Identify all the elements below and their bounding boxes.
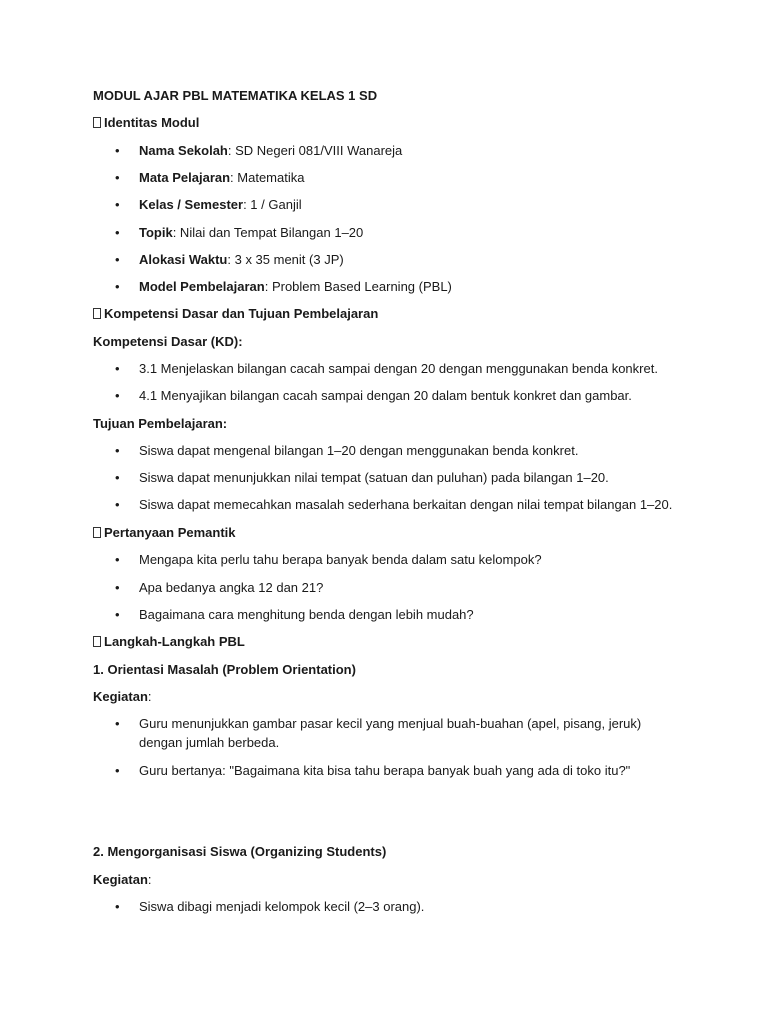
item-value: : Nilai dan Tempat Bilangan 1–20: [172, 225, 364, 240]
list-item: [139, 224, 363, 242]
bullet-icon: •: [115, 607, 120, 622]
kd-label: Kompetensi Dasar (KD):: [93, 334, 243, 349]
list-item: 4.1 Menyajikan bilangan cacah sampai dengan 20 dalam bentuk konkret dan gambar.: [139, 388, 632, 403]
bullet-icon: •: [115, 580, 120, 595]
bullet-icon: •: [115, 552, 120, 567]
list-item: [139, 278, 452, 296]
list-item-continuation: dengan jumlah berbeda.: [139, 735, 280, 750]
list-item: [139, 251, 344, 269]
list-item: [139, 169, 304, 187]
list-item: Siswa dapat mengenal bilangan 1–20 dengan menggunakan benda konkret.: [139, 443, 579, 458]
missing-glyph-icon: [93, 308, 101, 319]
document-title: MODUL AJAR PBL MATEMATIKA KELAS 1 SD: [93, 88, 378, 103]
bullet-icon: •: [115, 388, 120, 403]
langkah-heading: Langkah-Langkah PBL: [93, 633, 245, 651]
item-value: : 1 / Ganjil: [243, 197, 302, 212]
bullet-icon: •: [115, 225, 120, 240]
tujuan-label: Tujuan Pembelajaran:: [93, 416, 228, 431]
bullet-icon: •: [115, 470, 120, 485]
step2-title: 2. Mengorganisasi Siswa (Organizing Students): [93, 844, 387, 859]
list-item: [139, 142, 402, 160]
identitas-heading: Identitas Modul: [93, 114, 199, 132]
bullet-icon: •: [115, 279, 120, 294]
bullet-icon: •: [115, 197, 120, 212]
missing-glyph-icon: [93, 117, 101, 128]
list-item: Siswa dapat menunjukkan nilai tempat (satuan dan puluhan) pada bilangan 1–20.: [139, 470, 609, 485]
item-label: Model Pembelajaran: [139, 279, 265, 294]
list-item: Apa bedanya angka 12 dan 21?: [139, 580, 324, 595]
item-label: Nama Sekolah: [139, 143, 228, 158]
kegiatan-label: Kegiatan:: [93, 689, 152, 704]
item-label: Kelas / Semester: [139, 197, 244, 212]
item-label: Alokasi Waktu: [139, 252, 228, 267]
item-label: Topik: [139, 225, 173, 240]
list-item: Mengapa kita perlu tahu berapa banyak benda dalam satu kelompok?: [139, 552, 542, 567]
list-item: Guru bertanya: "Bagaimana kita bisa tahu berapa banyak buah yang ada di toko itu?": [139, 763, 631, 778]
item-label: Mata Pelajaran: [139, 170, 231, 185]
item-value: : 3 x 35 menit (3 JP): [227, 252, 344, 267]
bullet-icon: •: [115, 443, 120, 458]
missing-glyph-icon: [93, 636, 101, 647]
list-item: Siswa dibagi menjadi kelompok kecil (2–3 orang).: [139, 899, 425, 914]
pertanyaan-heading: Pertanyaan Pemantik: [93, 524, 236, 542]
step1-title: 1. Orientasi Masalah (Problem Orientation): [93, 662, 356, 677]
missing-glyph-icon: [93, 527, 101, 538]
list-item: 3.1 Menjelaskan bilangan cacah sampai dengan 20 dengan menggunakan benda konkret.: [139, 361, 658, 376]
bullet-icon: •: [115, 497, 120, 512]
bullet-icon: •: [115, 170, 120, 185]
bullet-icon: •: [115, 899, 120, 914]
bullet-icon: •: [115, 716, 120, 731]
list-item: Bagaimana cara menghitung benda dengan lebih mudah?: [139, 607, 474, 622]
list-item: Guru menunjukkan gambar pasar kecil yang menjual buah-buahan (apel, pisang, jeruk): [139, 716, 642, 731]
bullet-icon: •: [115, 361, 120, 376]
bullet-icon: •: [115, 143, 120, 158]
bullet-icon: •: [115, 763, 120, 778]
item-value: : SD Negeri 081/VIII Wanareja: [227, 143, 403, 158]
kegiatan-label: Kegiatan:: [93, 872, 152, 887]
item-value: : Problem Based Learning (PBL): [264, 279, 452, 294]
kompetensi-heading: Kompetensi Dasar dan Tujuan Pembelajaran: [93, 305, 378, 323]
list-item: Siswa dapat memecahkan masalah sederhana berkaitan dengan nilai tempat bilangan 1–20.: [139, 497, 673, 512]
item-value: : Matematika: [230, 170, 305, 185]
list-item: [139, 196, 302, 214]
bullet-icon: •: [115, 252, 120, 267]
